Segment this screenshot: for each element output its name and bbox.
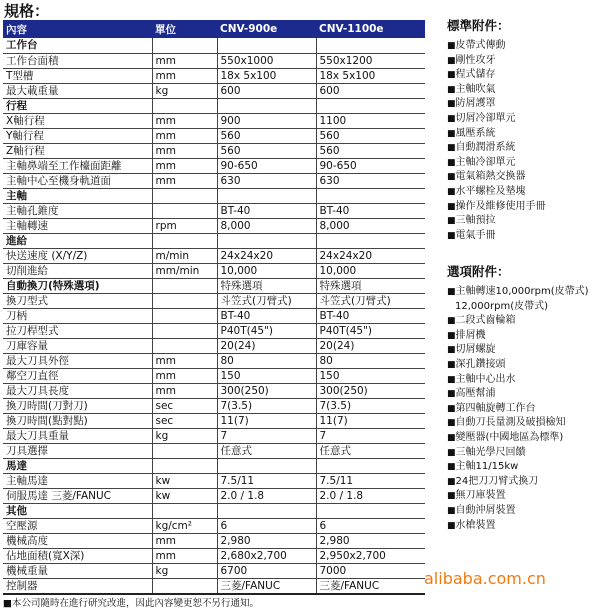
spec-label: 空壓源 [3, 518, 152, 533]
section-row [3, 233, 425, 248]
accessory-item: ■ 三軸預拉 [447, 214, 546, 229]
spec-unit: mm [152, 173, 217, 188]
section-row [3, 98, 425, 113]
spec-unit: mm [152, 68, 217, 83]
table-row [3, 53, 425, 68]
spec-cnv900e: 90-650 [217, 158, 316, 173]
table-row [3, 578, 425, 594]
spec-cnv1100e: 7 [316, 428, 425, 443]
table-row [3, 533, 425, 548]
spec-cnv900e: 560 [217, 128, 316, 143]
spec-label: 機械重量 [3, 563, 152, 578]
table-row [3, 398, 425, 413]
table-row [3, 263, 425, 278]
spec-unit [152, 38, 217, 53]
accessory-item: ■ 主軸轉速10,000rpm(皮帶式) [447, 285, 589, 300]
spec-cnv900e: 斗笠式(刀臂式) [217, 293, 316, 308]
table-row [3, 383, 425, 398]
accessory-item: ■ 第四軸旋轉工作台 [447, 402, 589, 417]
spec-cnv900e [217, 503, 316, 518]
spec-cnv1100e: 2.0 / 1.8 [316, 488, 425, 503]
section-row [3, 458, 425, 473]
spec-cnv900e: 7(3.5) [217, 398, 316, 413]
spec-cnv1100e: 三菱/FANUC [316, 578, 425, 594]
spec-unit: mm [152, 128, 217, 143]
spec-label: 主軸孔錐度 [3, 203, 152, 218]
table-row [3, 83, 425, 98]
spec-label: T型槽 [3, 68, 152, 83]
spec-cnv1100e: 80 [316, 353, 425, 368]
spec-cnv900e [217, 233, 316, 248]
spec-cnv1100e: 150 [316, 368, 425, 383]
spec-cnv1100e: 10,000 [316, 263, 425, 278]
spec-cnv1100e [316, 458, 425, 473]
spec-cnv900e [217, 38, 316, 53]
accessory-item: ■ 程式儲存 [447, 68, 546, 83]
spec-cnv1100e: 560 [316, 128, 425, 143]
accessory-item: ■ 皮帶式傳動 [447, 39, 546, 54]
spec-label: 快送速度 (X/Y/Z) [3, 248, 152, 263]
spec-unit: mm [152, 548, 217, 563]
spec-unit [152, 233, 217, 248]
accessory-item: ■ 三軸光學尺回饋 [447, 446, 589, 461]
spec-label: 拉刀桿型式 [3, 323, 152, 338]
accessory-item: ■ 二段式齒輪箱 [447, 314, 589, 329]
standard-title: 標準附件： [447, 18, 510, 33]
spec-cnv1100e: 630 [316, 173, 425, 188]
table-row [3, 218, 425, 233]
spec-unit [152, 458, 217, 473]
accessory-item: ■ 無刀庫裝置 [447, 489, 589, 504]
spec-cnv900e: 550x1000 [217, 53, 316, 68]
header-content: 內容 [3, 20, 152, 38]
accessory-item: ■ 水槍裝置 [447, 519, 589, 534]
spec-unit: kg [152, 83, 217, 98]
table-row [3, 428, 425, 443]
spec-cnv900e: 2.0 / 1.8 [217, 488, 316, 503]
spec-unit: mm [152, 533, 217, 548]
spec-cnv1100e: 18x 5x100 [316, 68, 425, 83]
spec-cnv1100e: 6 [316, 518, 425, 533]
spec-cnv900e: 80 [217, 353, 316, 368]
spec-cnv1100e: 600 [316, 83, 425, 98]
table-row [3, 518, 425, 533]
spec-cnv900e: 600 [217, 83, 316, 98]
spec-cnv1100e: 7000 [316, 563, 425, 578]
spec-cnv900e [217, 188, 316, 203]
table-row [3, 353, 425, 368]
table-row [3, 203, 425, 218]
spec-unit [152, 188, 217, 203]
section-row [3, 188, 425, 203]
page-title: 規格： [4, 2, 50, 20]
spec-unit: mm/min [152, 263, 217, 278]
section-row [3, 38, 425, 53]
spec-cnv1100e: 7(3.5) [316, 398, 425, 413]
spec-label: 刀庫容量 [3, 338, 152, 353]
optional-title: 選項附件： [447, 264, 510, 279]
spec-label: 主軸轉速 [3, 218, 152, 233]
spec-unit [152, 578, 217, 594]
spec-cnv900e: 24x24x20 [217, 248, 316, 263]
spec-cnv1100e: 2,980 [316, 533, 425, 548]
spec-cnv1100e: 24x24x20 [316, 248, 425, 263]
spec-cnv1100e [316, 38, 425, 53]
spec-cnv900e: BT-40 [217, 203, 316, 218]
spec-cnv900e: 630 [217, 173, 316, 188]
spec-label: 刀具選擇 [3, 443, 152, 458]
spec-cnv900e [217, 458, 316, 473]
accessory-item: ■ 電氣手冊 [447, 229, 546, 244]
spec-cnv900e: 11(7) [217, 413, 316, 428]
accessory-item: ■ 自動潤滑系統 [447, 141, 546, 156]
spec-cnv1100e: 特殊選項 [316, 278, 425, 293]
spec-table [3, 20, 425, 595]
spec-unit [152, 503, 217, 518]
spec-cnv1100e: 550x1200 [316, 53, 425, 68]
spec-unit: mm [152, 53, 217, 68]
table-row [3, 158, 425, 173]
accessory-item: ■ 風壓系統 [447, 127, 546, 142]
spec-label: 最大刀具外徑 [3, 353, 152, 368]
spec-cnv900e [217, 98, 316, 113]
spec-cnv1100e: 20(24) [316, 338, 425, 353]
spec-cnv900e: 20(24) [217, 338, 316, 353]
spec-cnv900e: 18x 5x100 [217, 68, 316, 83]
accessory-item: ■ 24把刀刀臂式換刀 [447, 475, 589, 490]
table-row [3, 413, 425, 428]
spec-label: 自動換刀(特殊選項) [3, 278, 152, 293]
spec-unit: mm [152, 383, 217, 398]
spec-cnv1100e: 90-650 [316, 158, 425, 173]
spec-label: Y軸行程 [3, 128, 152, 143]
table-row [3, 128, 425, 143]
spec-cnv900e: 任意式 [217, 443, 316, 458]
accessory-item: ■ 高壓幫浦 [447, 387, 589, 402]
accessory-item: ■ 主軸吹氣 [447, 83, 546, 98]
table-row [3, 473, 425, 488]
spec-label: 換刀時間(點對點) [3, 413, 152, 428]
table-row [3, 548, 425, 563]
spec-cnv900e: P40T(45") [217, 323, 316, 338]
spec-label: 伺服馬達 三菱/FANUC [3, 488, 152, 503]
spec-label: 進給 [3, 233, 152, 248]
spec-cnv1100e [316, 98, 425, 113]
optional-accessories [447, 262, 589, 533]
spec-cnv900e: 7.5/11 [217, 473, 316, 488]
spec-unit: kg/cm² [152, 518, 217, 533]
spec-cnv900e: 特殊選項 [217, 278, 316, 293]
spec-label: 鄰空刀直徑 [3, 368, 152, 383]
spec-unit [152, 323, 217, 338]
spec-label: 行程 [3, 98, 152, 113]
spec-unit: mm [152, 113, 217, 128]
table-row [3, 143, 425, 158]
accessory-item: ■ 操作及維修使用手冊 [447, 200, 546, 215]
spec-cnv900e: 2,980 [217, 533, 316, 548]
spec-label: X軸行程 [3, 113, 152, 128]
accessory-item: ■ 切屑冷卻單元 [447, 112, 546, 127]
spec-unit: kw [152, 488, 217, 503]
accessory-item: ■ 剛性攻牙 [447, 54, 546, 69]
spec-unit: mm [152, 143, 217, 158]
spec-label: 控制器 [3, 578, 152, 594]
header-unit: 單位 [152, 20, 217, 38]
table-row [3, 323, 425, 338]
spec-unit: sec [152, 413, 217, 428]
spec-label: 主軸中心至機身軌道面 [3, 173, 152, 188]
table-row [3, 68, 425, 83]
spec-label: 機械高度 [3, 533, 152, 548]
spec-cnv1100e: 任意式 [316, 443, 425, 458]
spec-unit: kg [152, 563, 217, 578]
spec-cnv1100e [316, 503, 425, 518]
footnote: ■本公司隨時在進行研究改進，因此內容變更恕不另行通知。 [3, 598, 259, 609]
spec-unit: mm [152, 158, 217, 173]
spec-unit [152, 293, 217, 308]
spec-label: 佔地面積(寬X深) [3, 548, 152, 563]
table-row [3, 488, 425, 503]
spec-unit: m/min [152, 248, 217, 263]
spec-cnv900e: 8,000 [217, 218, 316, 233]
spec-unit: mm [152, 353, 217, 368]
spec-label: Z軸行程 [3, 143, 152, 158]
spec-label: 切削進給 [3, 263, 152, 278]
spec-cnv1100e: 1100 [316, 113, 425, 128]
spec-cnv1100e: BT-40 [316, 308, 425, 323]
spec-cnv1100e [316, 233, 425, 248]
spec-label: 主軸 [3, 188, 152, 203]
spec-cnv900e: 10,000 [217, 263, 316, 278]
spec-unit [152, 98, 217, 113]
spec-unit [152, 338, 217, 353]
spec-label: 工作台 [3, 38, 152, 53]
spec-unit [152, 443, 217, 458]
spec-unit [152, 203, 217, 218]
spec-cnv1100e: BT-40 [316, 203, 425, 218]
spec-cnv900e: 900 [217, 113, 316, 128]
accessory-item: ■ 自動沖屑裝置 [447, 504, 589, 519]
table-header [3, 20, 425, 38]
accessory-item: ■ 排屑機 [447, 329, 589, 344]
spec-cnv1100e: 11(7) [316, 413, 425, 428]
spec-label: 刀柄 [3, 308, 152, 323]
accessory-item: ■ 深孔鑽接頭 [447, 358, 589, 373]
table-row [3, 113, 425, 128]
spec-label: 最大載重量 [3, 83, 152, 98]
spec-cnv1100e: 斗笠式(刀臂式) [316, 293, 425, 308]
spec-cnv1100e [316, 188, 425, 203]
table-row [3, 248, 425, 263]
spec-label: 主軸鼻端至工作檯面距離 [3, 158, 152, 173]
accessory-item: ■ 防屑護罩 [447, 97, 546, 112]
spec-unit: kg [152, 428, 217, 443]
table-row [3, 338, 425, 353]
spec-unit [152, 308, 217, 323]
accessory-item: ■ 主軸11/15kw [447, 460, 589, 475]
accessory-item: ■ 水平螺栓及墊塊 [447, 185, 546, 200]
table-row [3, 308, 425, 323]
spec-label: 最大刀具重量 [3, 428, 152, 443]
accessory-item: ■ 自動刀長量測及破損檢知 [447, 416, 589, 431]
table-row [3, 563, 425, 578]
spec-unit: sec [152, 398, 217, 413]
section-row [3, 278, 425, 293]
accessory-item: ■ 主軸中心出水 [447, 373, 589, 388]
accessory-item: ■ 電氣箱熱交換器 [447, 170, 546, 185]
spec-cnv1100e: 7.5/11 [316, 473, 425, 488]
header-cnv900e: CNV-900e [217, 20, 316, 38]
spec-cnv900e: BT-40 [217, 308, 316, 323]
standard-accessories [447, 16, 546, 243]
table-row [3, 368, 425, 383]
spec-label: 工作台面積 [3, 53, 152, 68]
spec-cnv900e: 7 [217, 428, 316, 443]
spec-cnv900e: 2,680x2,700 [217, 548, 316, 563]
spec-cnv900e: 6700 [217, 563, 316, 578]
spec-label: 換刀型式 [3, 293, 152, 308]
watermark: alibaba.com.cn [424, 569, 546, 588]
spec-cnv1100e: 560 [316, 143, 425, 158]
accessory-item: 12,000rpm(皮帶式) [455, 300, 548, 312]
section-row [3, 503, 425, 518]
table-row [3, 173, 425, 188]
accessory-item: ■ 主軸冷卻單元 [447, 156, 546, 171]
spec-label: 其他 [3, 503, 152, 518]
spec-cnv900e: 150 [217, 368, 316, 383]
spec-cnv900e: 560 [217, 143, 316, 158]
header-cnv1100e: CNV-1100e [316, 20, 425, 38]
table-row [3, 293, 425, 308]
accessory-item: ■ 切屑螺旋 [447, 343, 589, 358]
spec-cnv1100e: 2,950x2,700 [316, 548, 425, 563]
spec-label: 主軸馬達 [3, 473, 152, 488]
spec-cnv1100e: 8,000 [316, 218, 425, 233]
spec-unit: mm [152, 368, 217, 383]
spec-label: 換刀時間(刀對刀) [3, 398, 152, 413]
spec-cnv900e: 300(250) [217, 383, 316, 398]
spec-cnv900e: 三菱/FANUC [217, 578, 316, 594]
spec-cnv1100e: 300(250) [316, 383, 425, 398]
spec-unit [152, 278, 217, 293]
table-row [3, 443, 425, 458]
spec-cnv900e: 6 [217, 518, 316, 533]
spec-unit: rpm [152, 218, 217, 233]
accessory-item: ■ 變壓器(中國地區為標準) [447, 431, 589, 446]
spec-label: 馬達 [3, 458, 152, 473]
spec-cnv1100e: P40T(45") [316, 323, 425, 338]
spec-label: 最大刀具長度 [3, 383, 152, 398]
spec-unit: kw [152, 473, 217, 488]
